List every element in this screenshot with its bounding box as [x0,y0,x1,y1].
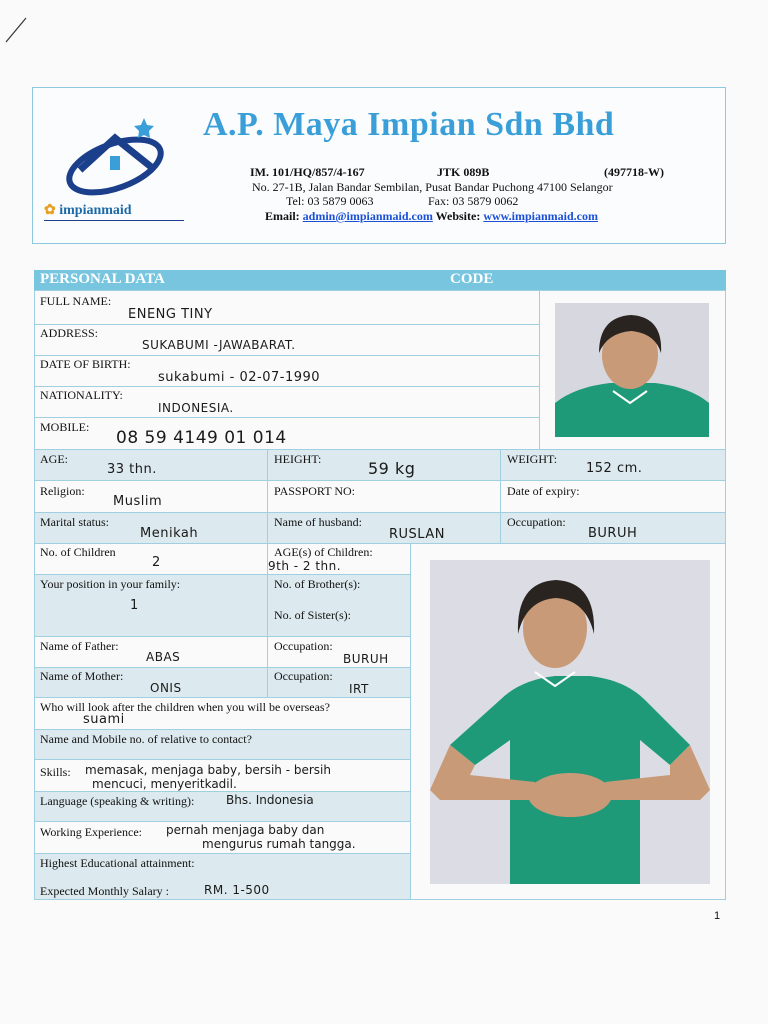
father-occupation-value: BURUH [343,652,389,666]
company-name: A.P. Maya Impian Sdn Bhd [203,106,615,143]
caretaker-value: suami [83,712,125,727]
language-value: Bhs. Indonesia [226,793,314,807]
skills-value-line2: mencuci, menyeritkadil. [92,777,237,791]
address-value: SUKABUMI -JAWABARAT. [142,338,296,352]
telephone: Tel: 03 5879 0063 [286,194,374,208]
row-line [34,417,539,418]
row-line [34,636,410,637]
mother-value: ONIS [150,681,182,695]
caretaker-label: Who will look after the children when you will be overseas? [40,700,330,714]
dob-value: sukabumi - 02-07-1990 [158,370,321,385]
row-line [34,574,410,575]
section-header-bar [34,270,726,290]
code-label: CODE [450,271,494,287]
email-link[interactable]: admin@impianmaid.com [302,209,433,223]
husband-value: RUSLAN [389,527,445,542]
religion-label: Religion: [40,484,85,498]
col-line [500,449,501,543]
row-line [34,512,726,513]
mother-label: Name of Mother: [40,669,124,683]
weight-label: WEIGHT: [507,452,558,466]
row-line [34,759,410,760]
dob-label: DATE OF BIRTH: [40,357,131,371]
father-value: ABAS [146,650,181,664]
row-line [34,667,410,668]
salary-value: RM. 1-500 [204,883,270,897]
row-line [34,543,726,544]
sisters-label: No. of Sister(s): [274,608,351,622]
experience-value-line1: pernah menjaga baby dan [166,823,325,837]
marital-value: Menikah [140,526,199,541]
registration-number: (497718-W) [604,165,664,179]
row-line [34,480,726,481]
education-label: Highest Educational attainment: [40,856,195,870]
occupation-value: BURUH [588,526,638,541]
religion-value: Muslim [113,494,163,509]
position-label: Your position in your family: [40,577,181,591]
col-line [539,290,540,449]
full-name-value: ENENG TINY [128,307,213,322]
contact-line: Email: admin@impianmaid.com Website: www.impianmaid.com [265,209,599,223]
row-line [34,853,410,854]
nationality-value: INDONESIA. [158,401,234,415]
col-line [267,449,268,697]
salary-label: Expected Monthly Salary : [40,884,169,898]
husband-label: Name of husband: [274,515,362,529]
pen-mark [4,14,30,46]
children-age-value: 9th - 2 thn. [268,559,342,573]
relative-label: Name and Mobile no. of relative to contact? [40,732,252,746]
row-line [34,386,539,387]
mother-occupation-value: IRT [349,682,369,696]
father-label: Name of Father: [40,639,119,653]
full-body-photo [430,560,710,884]
father-occupation-label: Occupation: [274,639,333,653]
row-line [34,355,539,356]
children-age-label: AGE(s) of Children: [274,545,373,559]
fax: Fax: 03 5879 0062 [428,194,519,208]
row-line [34,729,410,730]
nationality-label: NATIONALITY: [40,388,123,402]
skills-label: Skills: [40,765,71,779]
website-link[interactable]: www.impianmaid.com [483,209,599,223]
expiry-label: Date of expiry: [507,484,580,498]
mobile-value: 08 59 4149 01 014 [116,428,287,448]
row-line [34,821,410,822]
divider [44,220,184,221]
language-label: Language (speaking & writing): [40,794,195,808]
passport-label: PASSPORT NO: [274,484,355,498]
occupation-label: Occupation: [507,515,566,529]
full-name-label: FULL NAME: [40,294,112,308]
skills-value-line1: memasak, menjaga baby, bersih - bersih [85,763,331,777]
mobile-label: MOBILE: [40,420,90,434]
children-label: No. of Children [40,545,116,559]
height-value: 59 kg [368,459,416,478]
row-line [34,791,410,792]
license-number: IM. 101/HQ/857/4-167 [250,165,365,179]
col-line [410,543,411,900]
portrait-photo [555,303,709,437]
children-value: 2 [152,555,161,570]
experience-value-line2: mengurus rumah tangga. [202,837,356,851]
mother-occupation-label: Occupation: [274,669,333,683]
age-label: AGE: [40,452,68,466]
brand-logo-text: ✿ impianmaid [44,203,132,218]
row-line [34,324,539,325]
house-logo-icon [60,108,180,203]
height-label: HEIGHT: [274,452,322,466]
jtk-number: JTK 089B [437,165,490,179]
page-number: 1 [714,910,721,922]
weight-value: 152 cm. [586,461,643,476]
brothers-label: No. of Brother(s): [274,577,361,591]
experience-label: Working Experience: [40,825,142,839]
section-title: PERSONAL DATA [40,271,165,287]
age-value: 33 thn. [107,462,157,477]
company-address: No. 27-1B, Jalan Bandar Sembilan, Pusat Bandar Puchong 47100 Selangor [252,180,613,194]
marital-label: Marital status: [40,515,109,529]
row-line [34,697,410,698]
address-label: ADDRESS: [40,326,99,340]
position-value: 1 [130,598,139,613]
row-line [34,449,726,450]
